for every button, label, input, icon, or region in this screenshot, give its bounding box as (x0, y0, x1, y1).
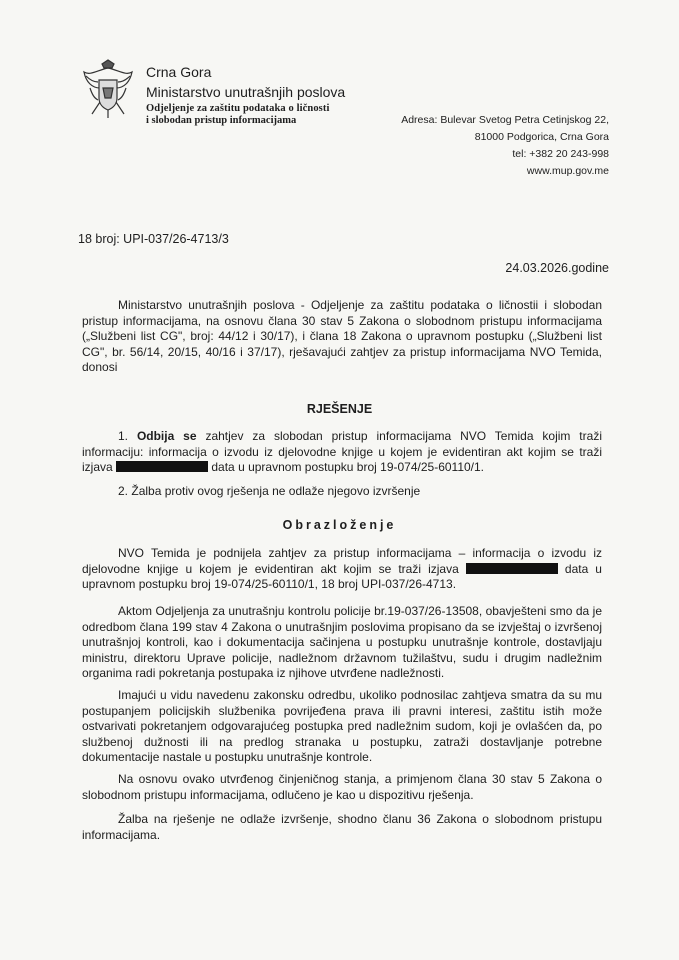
reasoning-paragraph-3: Imajući u vidu navedenu zakonsku odredbu, ukoliko podnosilac zahtjeva smatra da su mu postupanjem policijskih službenika povrijeđena prava ili pravni interesi, zaštitu istih može ostvarivati pokretanjem odgovarajućeg postupka pred nadležnim sudom, koji je ovlašćen da, po službenoj dužnosti ili na predlog stranaka u postupku, zatraži dostavljanje potrebne dokumentacije nastale u postupku unutrašnje kontrole. (82, 688, 602, 764)
decision-item-1-bold: Odbija se (136, 429, 197, 443)
ministry-name: Ministarstvo unutrašnjih poslova (146, 84, 346, 101)
document-date: 24.03.2026.godine (505, 261, 609, 275)
decision-item-1-text-b: data u upravnom postupku broj 19-074/25-60110/1. (211, 460, 485, 474)
decision-item-2-number: 2. (118, 484, 129, 498)
country-name: Crna Gora (146, 64, 212, 80)
reasoning-p1-text-b: data u upravnom postupku broj 19-074/25-60110/1, 18 broj UPI-037/26-4713. (82, 561, 602, 591)
address-phone: tel: +382 20 243-998 (512, 148, 609, 160)
reasoning-paragraph-2: Aktom Odjeljenja za unutrašnju kontrolu policije br.19-037/26-13508, obavješteni smo da je odredbom člana 199 stav 4 Zakona o unutrašnjim poslovima propisano da se izvještaj o izvršenoj unutrašnjoj kontroli, kao i dokumentacija sačinjena u postupku unutrašnje kontrole, dostavljaju ministru, direktoru Uprave policije, nadležnom državnom tužilaštvu, sudu i drugim nadležnim organima radi pokretanja postupaka iz njihove utvrđene nadležnosti. (82, 604, 602, 680)
reasoning-paragraph-1 (82, 546, 602, 593)
department-name-line1: Odjeljenje za zaštitu podataka o ličnosti (146, 103, 330, 115)
decision-item-1 (82, 429, 602, 476)
intro-paragraph: Ministarstvo unutrašnjih poslova - Odjeljenje za zaštitu podataka o ličnostii i slobodan pristup informacijama, na osnovu člana 30 stav 5 Zakona o slobodnom pristupu informacijama („Službeni list CG", broj: 44/12 i 30/17), i člana 18 Zakona o upravnom postupku („Službeni list CG", br. 56/14, 20/15, 40/16 i 37/17), rješavajući zahtjev za pristup informacijama NVO Temida, donosi (82, 298, 602, 374)
address-street: Adresa: Bulevar Svetog Petra Cetinjskog 22, (401, 114, 609, 126)
decision-title: RJEŠENJE (306, 402, 373, 416)
reasoning-paragraph-4: Na osnovu ovako utvrđenog činjeničnog stanja, a primjenom člana 30 stav 5 Zakona o slobodnom pristupu informacijama, odlučeno je kao u dispozitivu rješenja. (82, 772, 602, 802)
department-name-line2: i slobodan pristup informacijama (146, 115, 297, 127)
address-city: 81000 Podgorica, Crna Gora (474, 131, 609, 143)
address-website: www.mup.gov.me (526, 165, 609, 177)
reference-number: 18 broj: UPI-037/26-4713/3 (78, 232, 229, 246)
decision-item-1-number: 1. (118, 429, 129, 443)
coat-of-arms-icon (80, 58, 136, 120)
decision-item-2 (82, 484, 602, 500)
redaction-bar (116, 461, 208, 472)
address-block (401, 112, 609, 180)
decision-item-2-text: Žalba protiv ovog rješenja ne odlaže njegovo izvršenje (131, 484, 421, 498)
reasoning-p1-text-a: NVO Temida je podnijela zahtjev za pristup informacijama – informacija o izvodu iz djelovodne knjige u kojem je evidentiran akt kojim se traži izjava (82, 546, 602, 576)
redaction-bar (466, 563, 558, 574)
reasoning-title: Obrazloženje (282, 518, 397, 532)
reasoning-paragraph-5: Žalba na rješenje ne odlaže izvršenje, shodno članu 36 Zakona o slobodnom pristupu informacijama. (82, 812, 602, 842)
decision-item-1-text-a: zahtjev za slobodan pristup informacijama NVO Temida kojim traži informaciju: informacija o izvodu iz djelovodne knjige u kojem je evidentiran akt kojim se traži izjava (82, 429, 602, 474)
organization-header (146, 64, 345, 127)
